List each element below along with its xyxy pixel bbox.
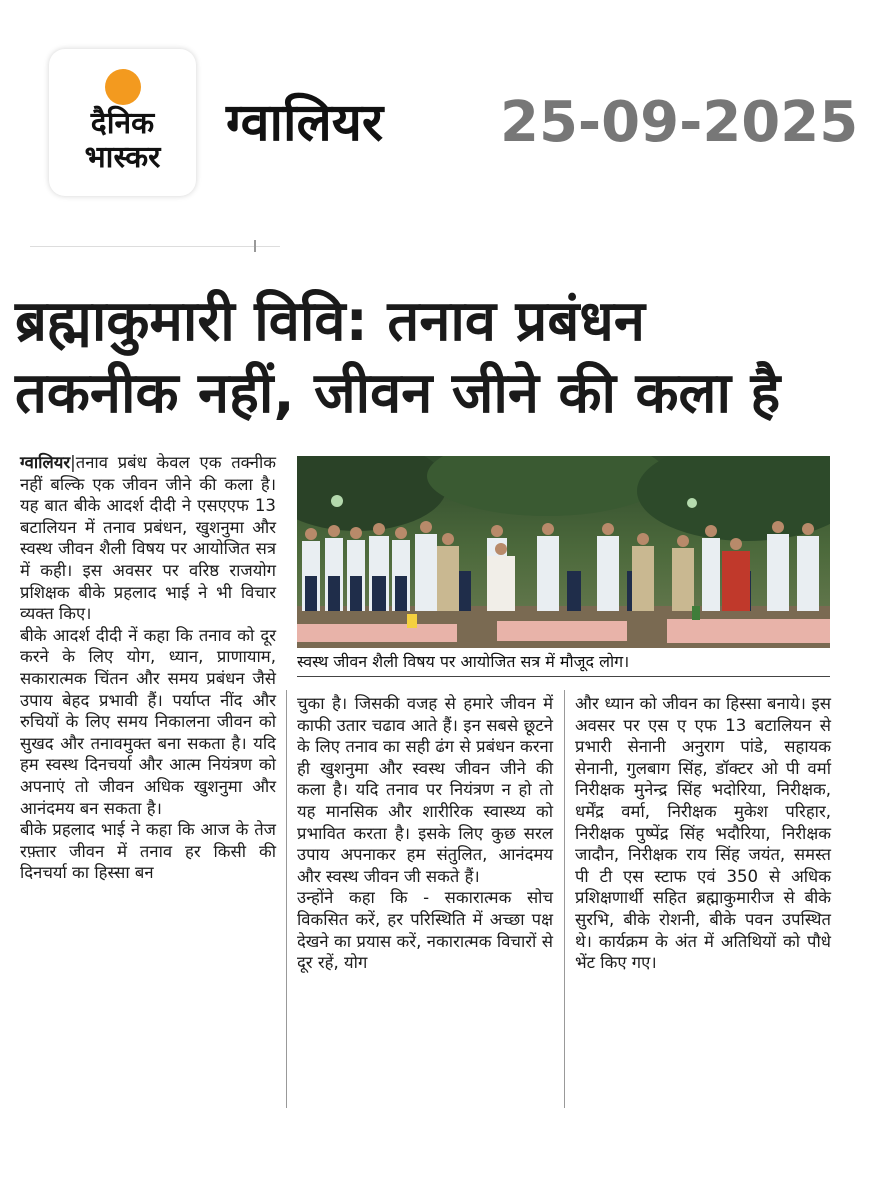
column-divider [564, 690, 565, 1108]
headline-line-1: ब्रह्माकुमारी विवि: तनाव प्रबंधन [15, 289, 645, 354]
newspaper-logo [49, 49, 196, 196]
photo-caption: स्वस्थ जीवन शैली विषय पर आयोजित सत्र में मौजूद लोग। [297, 648, 830, 677]
logo-text-line2: भास्कर [84, 140, 161, 175]
article-column-3 [575, 693, 831, 974]
article-column-1 [20, 452, 276, 884]
headline-line-2: तकनीक नहीं, जीवन जीने की कला है [15, 361, 781, 426]
paragraph-text: तनाव प्रबंध केवल एक तक्नीक नहीं बल्कि एक जीवन जीने की कला है। यह बात बीके आदर्श दीदी ने एसएएफ 13 बटालियन में तनाव प्रबंधन, खुशनुमा और स्वस्थ जीवन शैली विषय पर आयोजित सत्र में कही। इस अवसर पर वरिष्ठ राजयोग प्रशिक्षक बीके प्रहलाद भाई ने भी विचार व्यक्त किए। [20, 453, 276, 624]
edition-city: ग्वालियर [226, 93, 384, 153]
article-headline [15, 286, 865, 430]
article-paragraph: बीके आदर्श दीदी नें कहा कि तनाव को दूर करने के लिए योग, ध्यान, प्राणायाम, सकारात्मक चिंतन और समय प्रबंधन जैसे उपाय बेहद प्रभावी हैं। पर्याप्त नींद और रुचियों के लिए समय निकालना जीवन को सुखद और तनावमुक्त बना सकता है। यदि हम स्वस्थ दिनचर्या और आत्म नियंत्रण को अपनाएं तो जीवन अधिक खुशनुमा और आनंदमय बन सकता है। [20, 625, 276, 818]
logo-sun-icon [105, 69, 141, 105]
article-paragraph: और ध्यान को जीवन का हिस्सा बनाये। इस अवसर पर एस ए एफ 13 बटालियन से प्रभारी सेनानी अनुराग पांडे, सहायक सेनानी, गुलबाग सिंह, डॉक्टर ओ पी वर्मा निरीक्षक मुनेन्द्र सिंह भदोरिया, निरीक्षक, धर्मेंद्र वर्मा, निरीक्षक मुकेश परिहार, निरीक्षक पुष्पेंद्र सिंह भदौरिया, निरीक्षक जादौन, निरीक्षक राय सिंह जयंत, समस्त पी टी एस स्टाफ एवं 350 से अधिक प्रशिक्षणार्थी सहित ब्रह्माकुमारीज से बीके सुरभि, बीके रोशनी, बीके पवन उपस्थित थे। कार्यक्रम के अंत में अतिथियों को पौधे भेंट किए गए। [575, 694, 831, 973]
top-divider-tick [254, 240, 256, 252]
logo-text-line1: दैनिक [90, 106, 155, 141]
event-photo [297, 456, 830, 648]
article-paragraph: उन्होंने कहा कि - सकारात्मक सोच विकसित करें, हर परिस्थिति में अच्छा पक्ष देखने का प्रयास करें, नकारात्मक विचारों से दूर रहें, योग [297, 888, 553, 973]
article-column-2 [297, 693, 553, 974]
edition-date: 25-09-2025 [500, 90, 859, 155]
column-divider [286, 690, 287, 1108]
group-photo-illustration [297, 456, 830, 648]
dateline: ग्वालियर [20, 453, 71, 472]
article-paragraph: चुका है। जिसकी वजह से हमारे जीवन में काफी उतार चढाव आते हैं। इन सबसे छूटने के लिए तनाव का सही ढंग से प्रबंधन करना ही खुशनुमा और स्वस्थ जीवन जीने की कला है। यदि तनाव पर नियंत्रण न हो तो यह मानसिक और शारीरिक स्वास्थ्य को प्रभावित करता है। इसके लिए कुछ सरल उपाय अपनाकर हम संतुलित, आनंदमय और स्वस्थ जीवन जी सकते हैं। [297, 694, 553, 886]
article-paragraph: ग्वालियर|तनाव प्रबंध केवल एक तक्नीक नहीं बल्कि एक जीवन जीने की कला है। यह बात बीके आदर्श दीदी ने एसएएफ 13 बटालियन में तनाव प्रबंधन, खुशनुमा और स्वस्थ जीवन शैली विषय पर आयोजित सत्र में कही। इस अवसर पर वरिष्ठ राजयोग प्रशिक्षक बीके प्रहलाद भाई ने भी विचार व्यक्त किए। [20, 453, 276, 624]
top-divider [30, 246, 280, 247]
article-paragraph: बीके प्रहलाद भाई ने कहा कि आज के तेज रफ़्तार जीवन में तनाव हर किसी की दिनचर्या का हिस्सा बन [20, 820, 276, 883]
